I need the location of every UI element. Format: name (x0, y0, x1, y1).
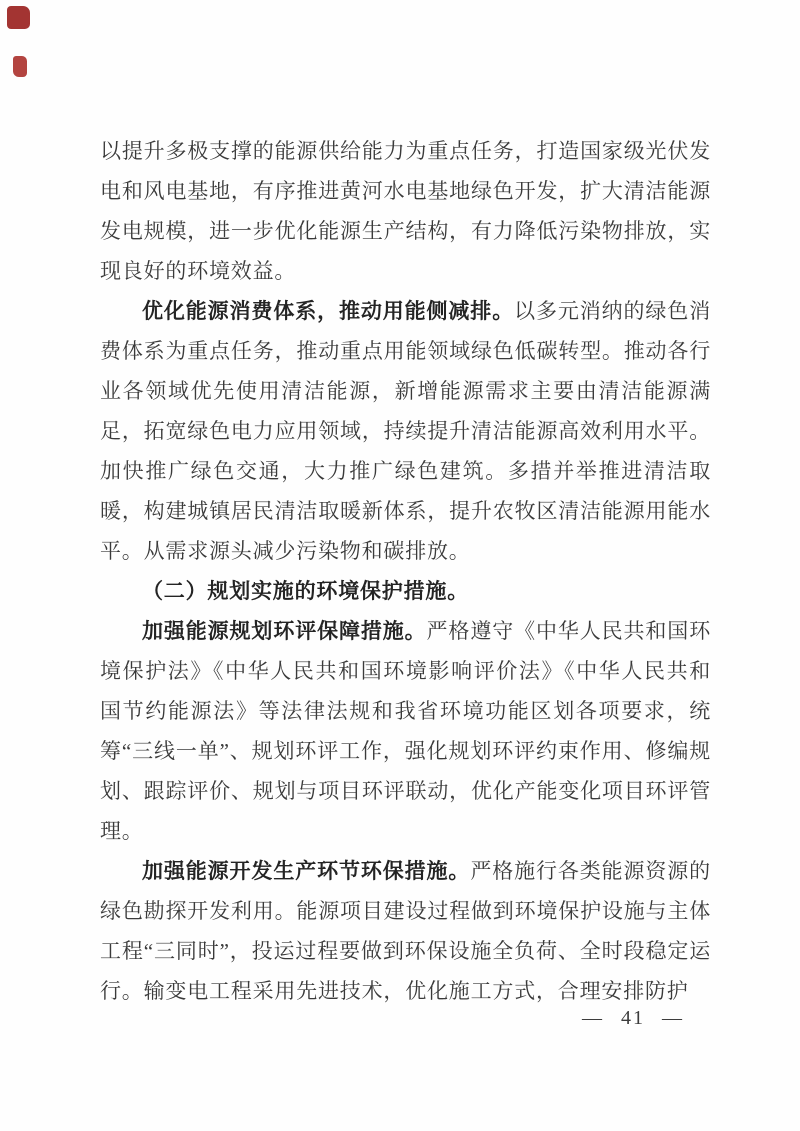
section-heading (100, 571, 711, 611)
paragraph-text: 严格遵守《中华人民共和国环境保护法》《中华人民共和国环境影响评价法》《中华人民共和国节约能源法》等法律法规和我省环境功能区划各项要求，统筹“三线一单”、规划环评工作，强化规划环评约束作用、修编规划、跟踪评价、规划与项目环评联动，优化产能变化项目环评管理。 (100, 619, 711, 843)
paragraph-text: 以多元消纳的绿色消费体系为重点任务，推动重点用能领域绿色低碳转型。推动各行业各领域优先使用清洁能源，新增能源需求主要由清洁能源满足，拓宽绿色电力应用领域，持续提升清洁能源高效利用水平。加快推广绿色交通，大力推广绿色建筑。多措并举推进清洁取暖，构建城镇居民清洁取暖新体系，提升农牧区清洁能源用能水平。从需求源头减少污染物和碳排放。 (100, 299, 711, 563)
paragraph-text: 以提升多极支撑的能源供给能力为重点任务，打造国家级光伏发电和风电基地，有序推进黄河水电基地绿色开发，扩大清洁能源发电规模，进一步优化能源生产结构，有力降低污染物排放，实现良好的环境效益。 (100, 139, 711, 283)
section-heading-text: （二）规划实施的环境保护措施。 (142, 579, 469, 603)
paragraph (100, 851, 711, 1011)
red-stamp-mark-bottom (13, 56, 27, 77)
document-text-block (100, 131, 711, 1011)
paragraph (100, 291, 711, 571)
page-number: — 41 — (582, 1007, 684, 1029)
paragraph-lead-bold: 加强能源开发生产环节环保措施。 (142, 859, 471, 883)
paragraph-continued (100, 131, 711, 291)
paragraph-lead-bold: 加强能源规划环评保障措施。 (142, 619, 427, 643)
paragraph-text: 严格施行各类能源资源的绿色勘探开发利用。能源项目建设过程做到环境保护设施与主体工程“三同时”，投运过程要做到环保设施全负荷、全时段稳定运行。输变电工程采用先进技术，优化施工方式，合理安排防护 (100, 859, 711, 1003)
red-stamp-mark-top (7, 6, 30, 29)
paragraph-lead-bold: 优化能源消费体系，推动用能侧减排。 (142, 299, 515, 323)
paragraph (100, 611, 711, 851)
